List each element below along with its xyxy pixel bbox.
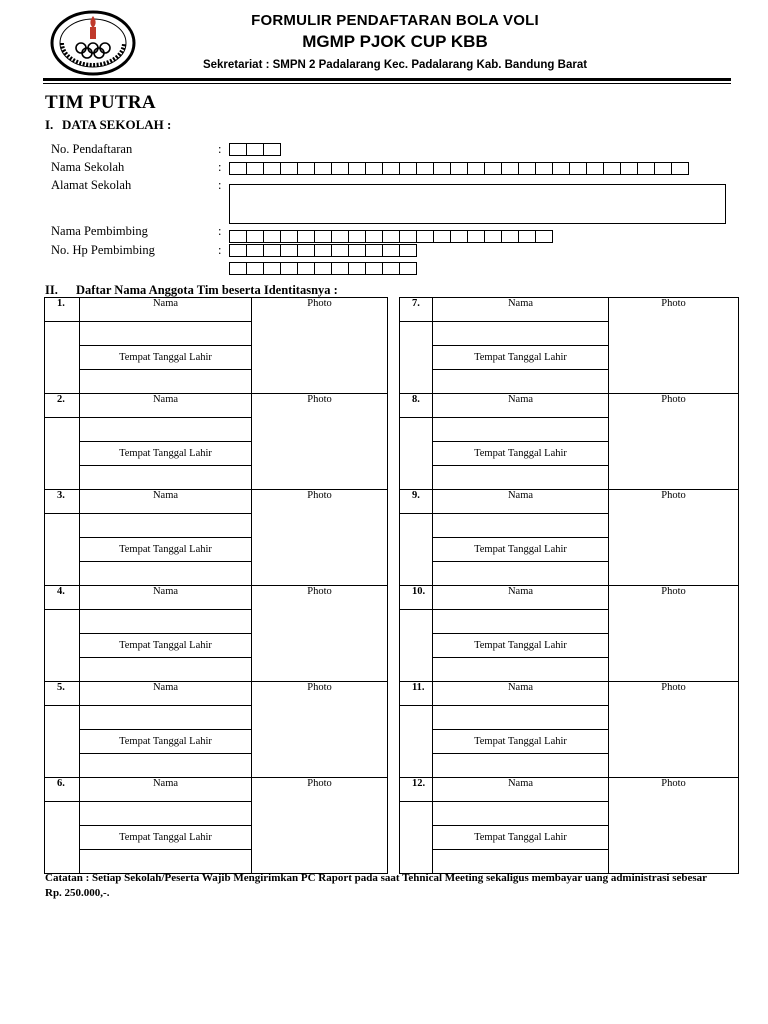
team-title: TIM PUTRA [45, 92, 156, 113]
member-name-label: Nama [80, 298, 252, 322]
char-box[interactable] [518, 230, 536, 243]
member-birth-field[interactable] [80, 466, 252, 490]
char-box[interactable] [229, 262, 247, 275]
member-name-label: Nama [433, 394, 609, 418]
member-row [45, 682, 388, 706]
member-name-label: Nama [433, 586, 609, 610]
char-box[interactable] [365, 230, 383, 243]
member-number: 5. [45, 682, 80, 706]
note-text: Catatan : Setiap Sekolah/Peserta Wajib Mengirimkan PC Raport pada saat Tehnical Meeting sekaligus membayar uang administrasi sebesar Rp. 250.000,-. [45, 872, 707, 899]
members-table-right [399, 297, 739, 874]
char-box[interactable] [229, 162, 247, 175]
char-box[interactable] [280, 262, 298, 275]
section-1-number: I. [45, 117, 54, 132]
member-name-label: Nama [80, 682, 252, 706]
header-rule-thin [43, 83, 731, 84]
char-box[interactable] [280, 162, 298, 175]
member-row [400, 778, 739, 802]
member-name-label: Nama [80, 394, 252, 418]
field-label-school-address: Alamat Sekolah [51, 178, 132, 192]
member-number: 11. [400, 682, 433, 706]
member-name-field[interactable] [433, 610, 609, 634]
char-box[interactable] [382, 244, 400, 257]
member-birth-label: Tempat Tanggal Lahir [80, 634, 252, 658]
member-birth-field[interactable] [433, 754, 609, 778]
char-box[interactable] [569, 162, 587, 175]
member-birth-label: Tempat Tanggal Lahir [80, 730, 252, 754]
member-birth-field[interactable] [80, 754, 252, 778]
school-name-boxes[interactable] [229, 162, 688, 175]
section-2-number: II. [45, 283, 58, 297]
char-box[interactable] [263, 162, 281, 175]
member-row [400, 682, 739, 706]
member-photo-box: Photo [252, 298, 388, 394]
char-box[interactable] [654, 162, 672, 175]
char-box[interactable] [263, 143, 281, 156]
coach-phone-boxes-2[interactable] [229, 262, 416, 275]
char-box[interactable] [552, 162, 570, 175]
char-box[interactable] [314, 230, 332, 243]
char-box[interactable] [603, 162, 621, 175]
member-number-spacer [400, 706, 433, 778]
member-number: 10. [400, 586, 433, 610]
char-box[interactable] [637, 162, 655, 175]
member-birth-label: Tempat Tanggal Lahir [80, 442, 252, 466]
char-box[interactable] [263, 262, 281, 275]
field-colon: : [218, 178, 222, 192]
char-box[interactable] [297, 244, 315, 257]
member-photo-box: Photo [252, 778, 388, 874]
school-emblem-icon [50, 10, 136, 76]
char-box[interactable] [399, 244, 417, 257]
member-number: 8. [400, 394, 433, 418]
member-number: 9. [400, 490, 433, 514]
member-photo-box: Photo [609, 394, 739, 490]
char-box[interactable] [297, 230, 315, 243]
char-box[interactable] [246, 230, 264, 243]
member-name-label: Nama [433, 298, 609, 322]
member-number: 1. [45, 298, 80, 322]
school-address-field[interactable] [229, 184, 726, 224]
char-box[interactable] [535, 230, 553, 243]
char-box[interactable] [280, 230, 298, 243]
member-name-label: Nama [80, 778, 252, 802]
char-box[interactable] [348, 230, 366, 243]
member-number-spacer [400, 418, 433, 490]
member-name-field[interactable] [433, 514, 609, 538]
member-name-label: Nama [433, 682, 609, 706]
member-birth-label: Tempat Tanggal Lahir [80, 538, 252, 562]
char-box[interactable] [229, 244, 247, 257]
member-number: 7. [400, 298, 433, 322]
member-birth-label: Tempat Tanggal Lahir [433, 826, 609, 850]
char-box[interactable] [416, 162, 434, 175]
field-label-coach-name: Nama Pembimbing [51, 224, 148, 238]
member-name-field[interactable] [80, 802, 252, 826]
member-number: 2. [45, 394, 80, 418]
member-number-spacer [45, 514, 80, 586]
member-name-field[interactable] [433, 802, 609, 826]
char-box[interactable] [246, 262, 264, 275]
member-photo-box: Photo [609, 778, 739, 874]
member-photo-box: Photo [609, 586, 739, 682]
char-box[interactable] [620, 162, 638, 175]
char-box[interactable] [314, 244, 332, 257]
member-number-spacer [45, 322, 80, 394]
char-box[interactable] [365, 262, 383, 275]
member-birth-field[interactable] [433, 850, 609, 874]
member-name-field[interactable] [80, 610, 252, 634]
char-box[interactable] [246, 162, 264, 175]
char-box[interactable] [501, 230, 519, 243]
member-number-spacer [400, 514, 433, 586]
member-birth-label: Tempat Tanggal Lahir [433, 538, 609, 562]
member-number-spacer [45, 610, 80, 682]
char-box[interactable] [416, 230, 434, 243]
char-box[interactable] [450, 230, 468, 243]
char-box[interactable] [348, 244, 366, 257]
field-label-school-name: Nama Sekolah [51, 160, 125, 174]
member-birth-field[interactable] [433, 658, 609, 682]
member-birth-label: Tempat Tanggal Lahir [433, 730, 609, 754]
char-box[interactable] [433, 162, 451, 175]
section-1-title: DATA SEKOLAH : [62, 117, 172, 132]
field-colon: : [218, 243, 222, 257]
coach-name-boxes[interactable] [229, 230, 552, 243]
member-number: 4. [45, 586, 80, 610]
registration-number-boxes[interactable] [229, 143, 280, 156]
char-box[interactable] [399, 162, 417, 175]
char-box[interactable] [246, 143, 264, 156]
member-name-field[interactable] [80, 514, 252, 538]
member-number: 3. [45, 490, 80, 514]
char-box[interactable] [484, 230, 502, 243]
member-photo-box: Photo [609, 682, 739, 778]
field-colon: : [218, 160, 222, 174]
member-number: 6. [45, 778, 80, 802]
form-title: FORMULIR PENDAFTARAN BOLA VOLI [251, 12, 539, 29]
char-box[interactable] [314, 162, 332, 175]
char-box[interactable] [382, 230, 400, 243]
member-number: 12. [400, 778, 433, 802]
member-birth-field[interactable] [80, 658, 252, 682]
member-row [400, 490, 739, 514]
event-title: MGMP PJOK CUP KBB [302, 32, 488, 51]
char-box[interactable] [280, 244, 298, 257]
char-box[interactable] [246, 244, 264, 257]
char-box[interactable] [297, 262, 315, 275]
form-header [0, 0, 768, 84]
member-name-field[interactable] [80, 706, 252, 730]
member-photo-box: Photo [609, 490, 739, 586]
char-box[interactable] [399, 262, 417, 275]
member-row [400, 298, 739, 322]
member-photo-box: Photo [609, 298, 739, 394]
char-box[interactable] [348, 262, 366, 275]
member-photo-box: Photo [252, 682, 388, 778]
member-birth-field[interactable] [80, 850, 252, 874]
char-box[interactable] [365, 244, 383, 257]
char-box[interactable] [535, 162, 553, 175]
member-row [400, 394, 739, 418]
char-box[interactable] [331, 262, 349, 275]
member-row [45, 778, 388, 802]
member-name-label: Nama [80, 586, 252, 610]
member-number-spacer [400, 322, 433, 394]
field-colon: : [218, 142, 222, 156]
member-birth-label: Tempat Tanggal Lahir [433, 442, 609, 466]
char-box[interactable] [331, 162, 349, 175]
member-birth-field[interactable] [433, 562, 609, 586]
member-name-field[interactable] [433, 322, 609, 346]
member-row [45, 586, 388, 610]
char-box[interactable] [229, 230, 247, 243]
char-box[interactable] [586, 162, 604, 175]
section-2-heading [45, 283, 338, 298]
char-box[interactable] [297, 162, 315, 175]
member-row [45, 490, 388, 514]
char-box[interactable] [348, 162, 366, 175]
char-box[interactable] [263, 244, 281, 257]
member-name-field[interactable] [80, 418, 252, 442]
char-box[interactable] [229, 143, 247, 156]
field-colon: : [218, 224, 222, 238]
member-birth-field[interactable] [80, 562, 252, 586]
coach-phone-boxes[interactable] [229, 244, 416, 257]
header-rule-thick [43, 78, 731, 81]
member-row [400, 586, 739, 610]
field-label-registration-number: No. Pendaftaran [51, 142, 133, 156]
char-box[interactable] [263, 230, 281, 243]
member-birth-field[interactable] [433, 466, 609, 490]
member-birth-field[interactable] [433, 370, 609, 394]
member-birth-label: Tempat Tanggal Lahir [80, 346, 252, 370]
char-box[interactable] [467, 162, 485, 175]
char-box[interactable] [671, 162, 689, 175]
members-table-left [44, 297, 388, 874]
member-name-label: Nama [80, 490, 252, 514]
member-photo-box: Photo [252, 586, 388, 682]
char-box[interactable] [433, 230, 451, 243]
field-label-coach-phone: No. Hp Pembimbing [51, 243, 155, 257]
member-number-spacer [45, 418, 80, 490]
member-row [45, 394, 388, 418]
member-name-label: Nama [433, 490, 609, 514]
member-row [45, 298, 388, 322]
member-name-field[interactable] [80, 322, 252, 346]
char-box[interactable] [365, 162, 383, 175]
member-number-spacer [400, 802, 433, 874]
char-box[interactable] [450, 162, 468, 175]
char-box[interactable] [501, 162, 519, 175]
member-photo-box: Photo [252, 394, 388, 490]
char-box[interactable] [399, 230, 417, 243]
section-2-title: Daftar Nama Anggota Tim beserta Identitasnya : [76, 283, 338, 297]
char-box[interactable] [382, 162, 400, 175]
secretariat-address: Sekretariat : SMPN 2 Padalarang Kec. Padalarang Kab. Bandung Barat [202, 59, 588, 71]
member-name-label: Nama [433, 778, 609, 802]
char-box[interactable] [467, 230, 485, 243]
member-number-spacer [45, 802, 80, 874]
section-1-heading [45, 117, 171, 133]
char-box[interactable] [382, 262, 400, 275]
member-photo-box: Photo [252, 490, 388, 586]
member-birth-label: Tempat Tanggal Lahir [80, 826, 252, 850]
member-number-spacer [400, 610, 433, 682]
member-birth-field[interactable] [80, 370, 252, 394]
char-box[interactable] [331, 230, 349, 243]
member-name-field[interactable] [433, 418, 609, 442]
member-name-field[interactable] [433, 706, 609, 730]
char-box[interactable] [484, 162, 502, 175]
member-number-spacer [45, 706, 80, 778]
member-birth-label: Tempat Tanggal Lahir [433, 346, 609, 370]
char-box[interactable] [314, 262, 332, 275]
member-birth-label: Tempat Tanggal Lahir [433, 634, 609, 658]
char-box[interactable] [518, 162, 536, 175]
char-box[interactable] [331, 244, 349, 257]
